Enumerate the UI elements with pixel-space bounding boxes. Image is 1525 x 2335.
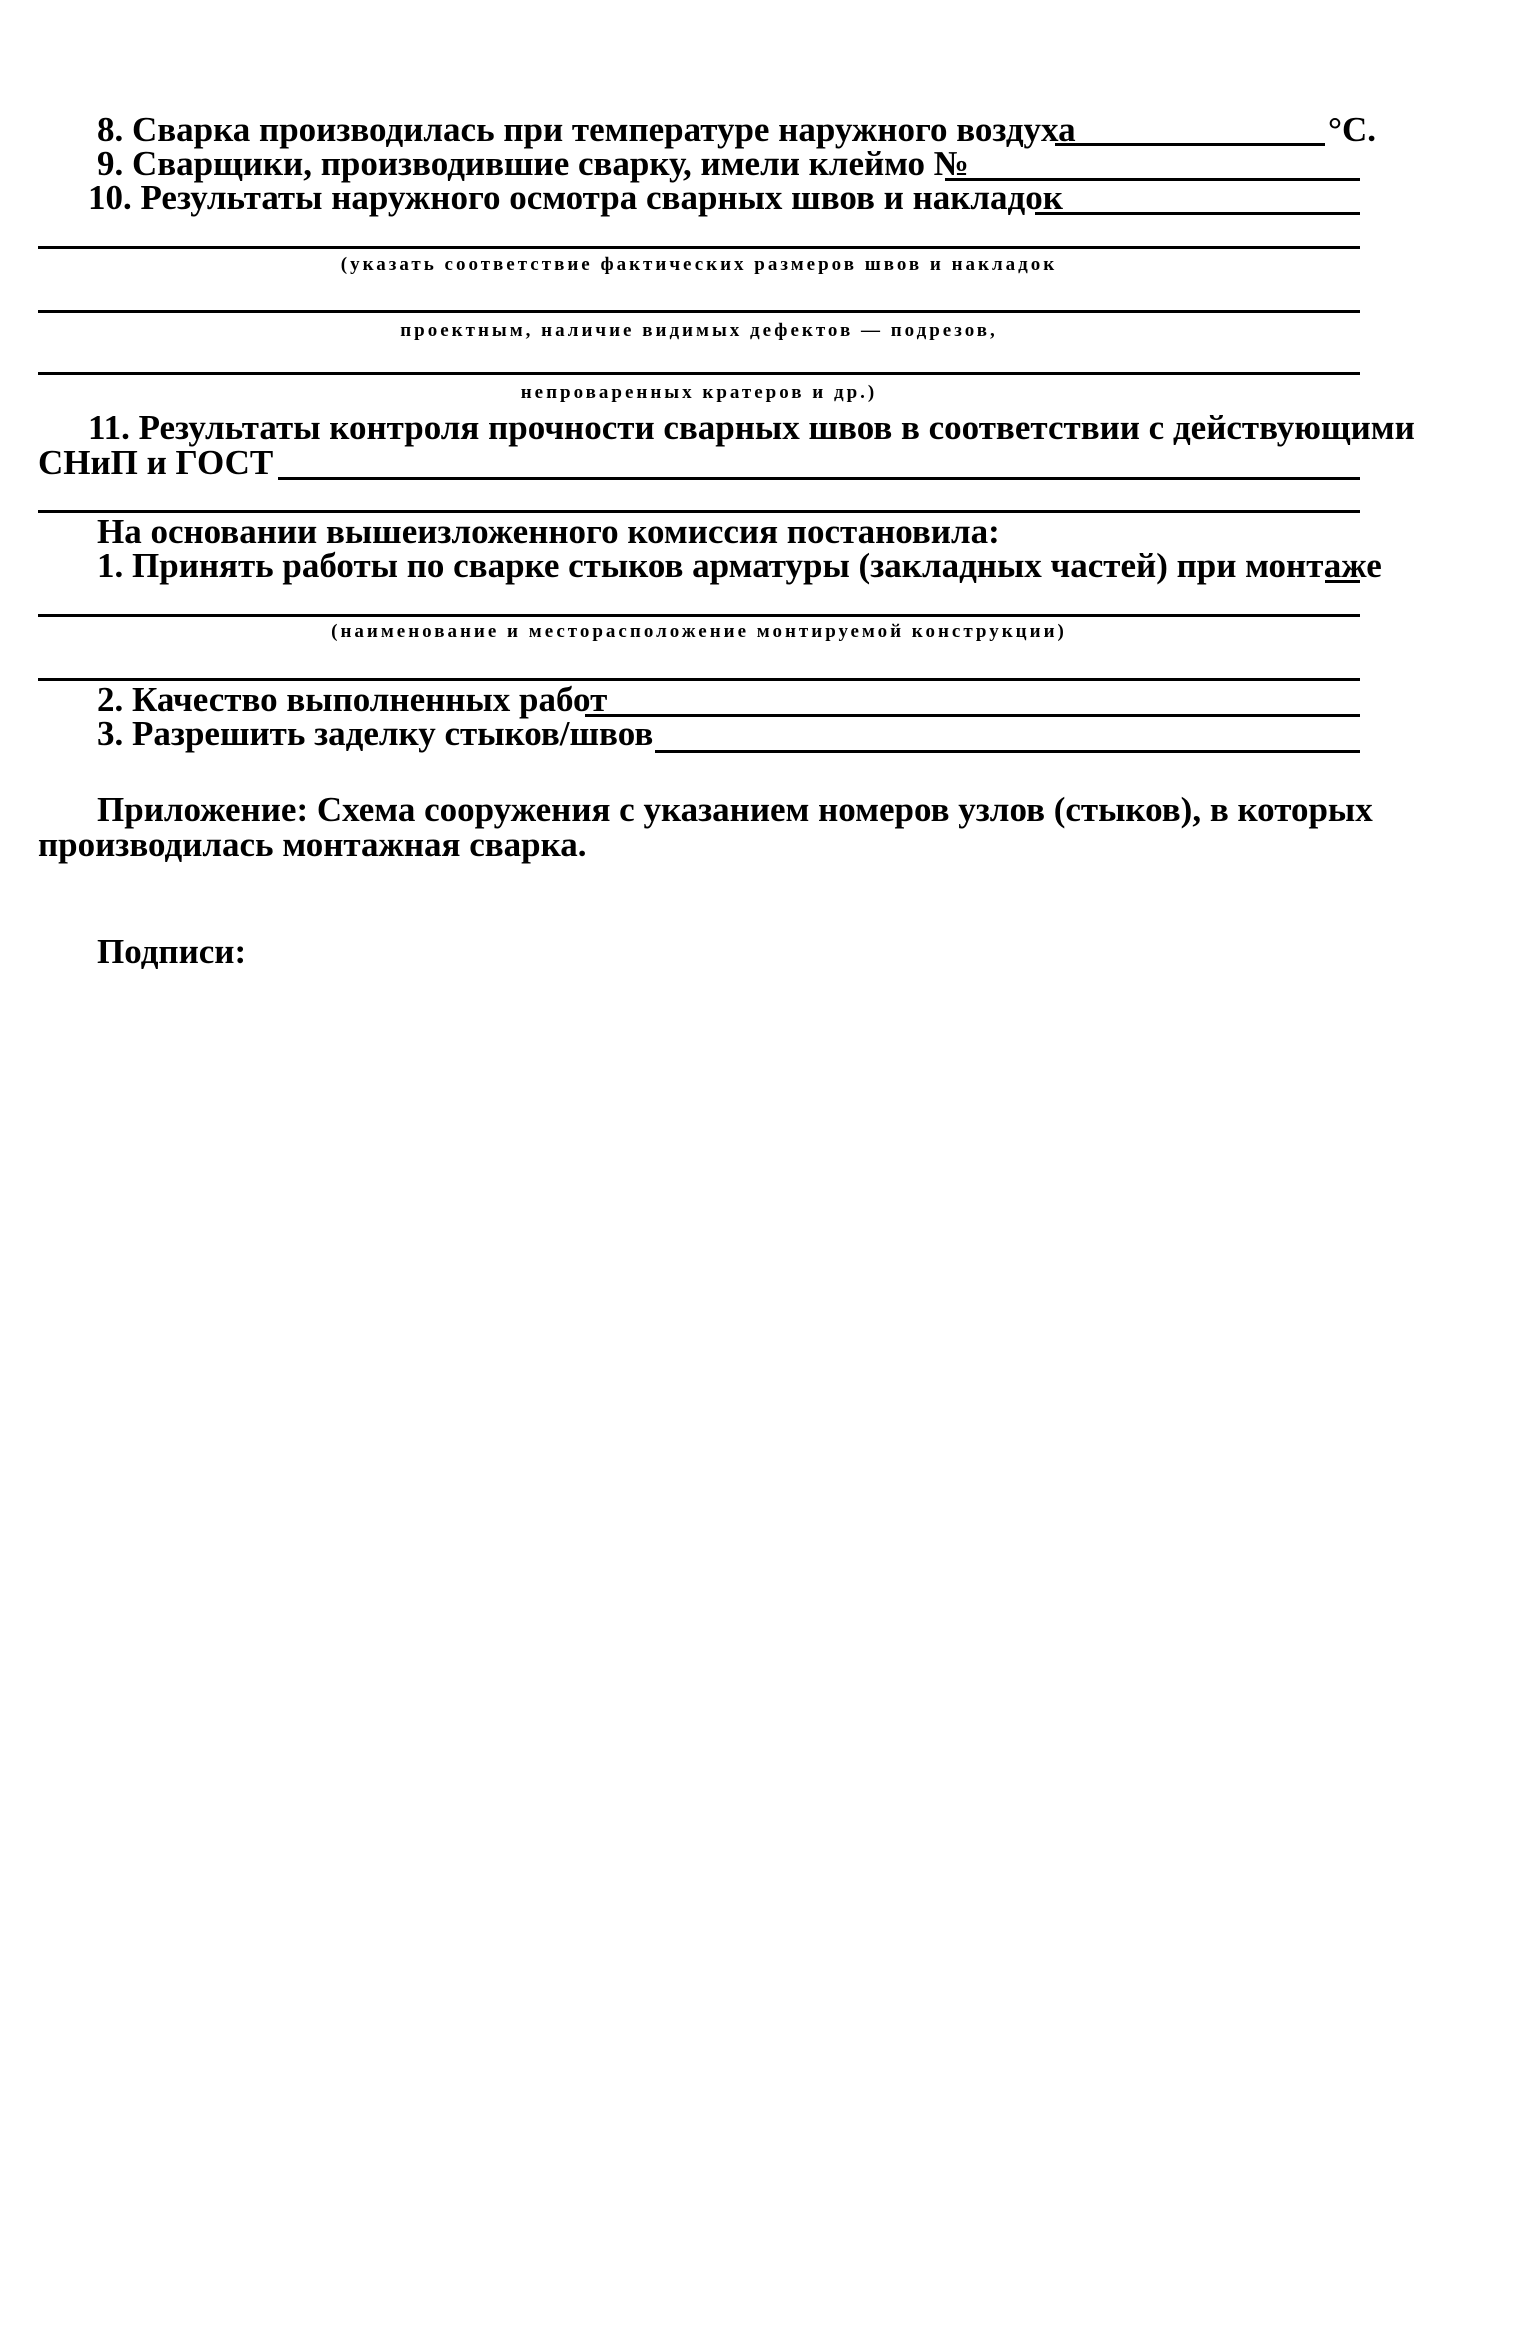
rule-10a — [38, 246, 1360, 249]
decision-3-blank — [655, 750, 1360, 753]
rule-10c — [38, 372, 1360, 375]
appendix-line-1: Приложение: Схема сооружения с указанием номеров узлов (стыков), в которых — [97, 790, 1373, 829]
item-10-hint-2: проектным, наличие видимых дефектов — подрезов, — [400, 320, 998, 341]
item-9-text: 9. Сварщики, производившие сварку, имели клеймо № — [97, 144, 969, 183]
item-10-text: 10. Результаты наружного осмотра сварных швов и накладок — [88, 178, 1063, 217]
decision-2-blank — [585, 714, 1360, 717]
item-8-text: 8. Сварка производилась при температуре наружного воздуха — [97, 110, 1076, 149]
decision-1-blank — [1325, 580, 1360, 583]
signatures-label: Подписи: — [97, 932, 247, 971]
decision-2-text: 2. Качество выполненных работ — [97, 680, 608, 719]
decision-1-hint: (наименование и месторасположение монтируемой конструкции) — [331, 621, 1067, 642]
item-11-text-2: СНиП и ГОСТ — [38, 443, 274, 482]
rule-d1 — [38, 614, 1360, 617]
decision-heading: На основании вышеизложенного комиссия постановила: — [97, 512, 1000, 551]
decision-1-text: 1. Принять работы по сварке стыков арматуры (закладных частей) при монтаже — [97, 546, 1382, 585]
item-8-blank — [1055, 143, 1325, 146]
item-10-hint-3: непроваренных кратеров и др.) — [520, 382, 878, 403]
appendix-line-2: производилась монтажная сварка. — [38, 825, 587, 864]
item-10-blank — [1035, 212, 1360, 215]
item-10-hint-1: (указать соответствие фактических размеров швов и накладок — [340, 254, 1058, 275]
rule-10b — [38, 310, 1360, 313]
decision-3-text: 3. Разрешить заделку стыков/швов — [97, 714, 654, 753]
item-11-blank — [278, 477, 1360, 480]
item-11-text-1: 11. Результаты контроля прочности сварных швов в соответствии с действующими — [88, 408, 1415, 447]
item-8-unit: °C. — [1328, 110, 1377, 149]
